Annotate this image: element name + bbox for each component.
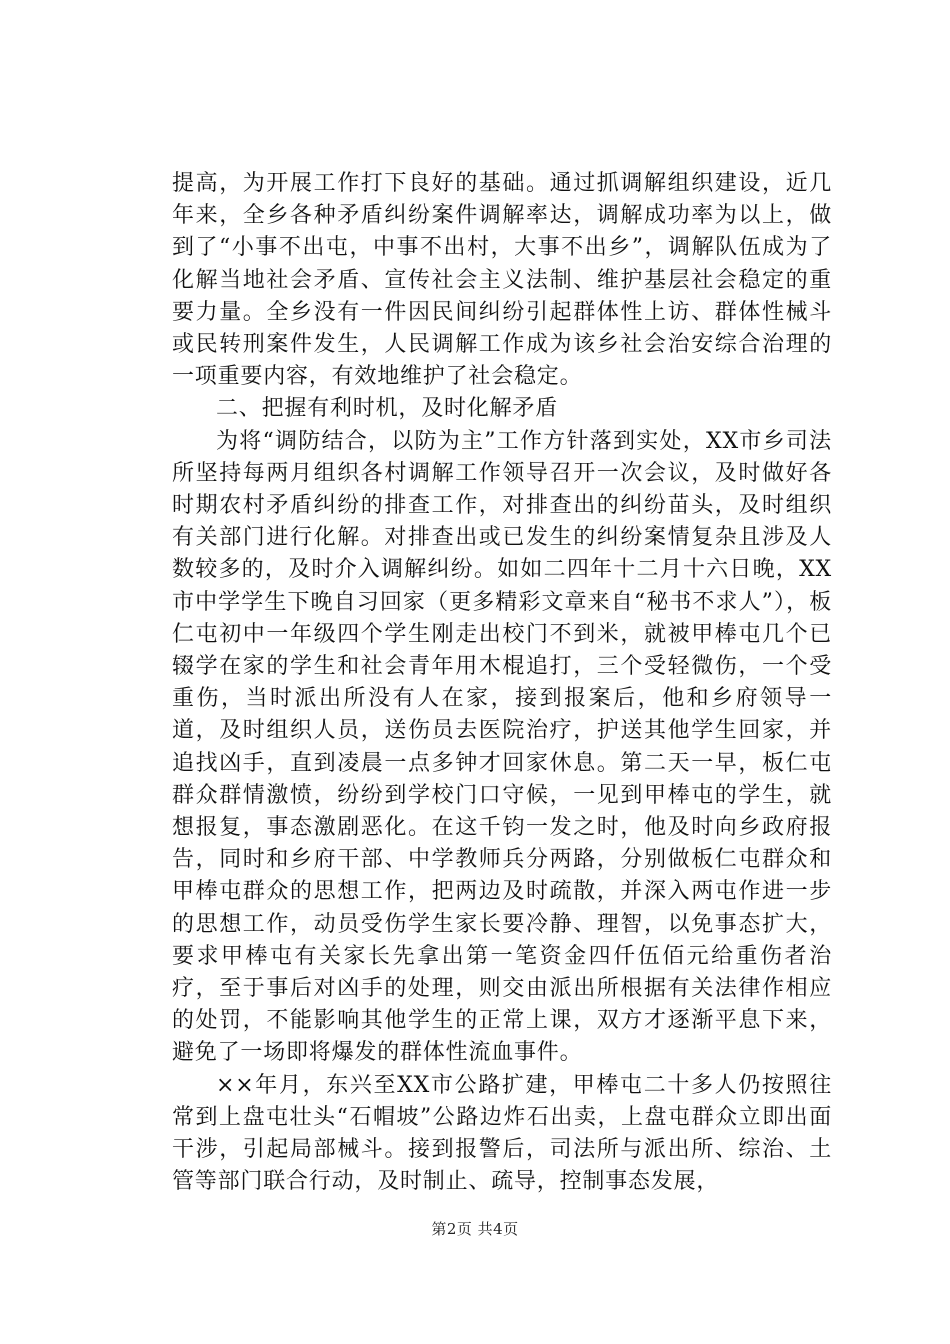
section-heading: 二、把握有利时机，及时化解矛盾: [216, 396, 559, 422]
page-number-footer: 第2页 共4页: [431, 1220, 519, 1238]
paragraph-3: ××年月，东兴至XX市公路扩建，甲棒屯二十多人仍按照往常到上盘屯壮头“石帽坡”公路边炸石出卖，上盘屯群众立即出面干涉，引起局部械斗。接到报警后，司法所与派出所、综治、土管等部门联合行动，及时制止、疏导，控制事态发展，: [172, 1072, 832, 1195]
document-body: [172, 168, 832, 1199]
paragraph-1: 提高，为开展工作打下良好的基础。通过抓调解组织建设，近几年来，全乡各种矛盾纠纷案件调解率达，调解成功率为以上，做到了“小事不出屯，中事不出村，大事不出乡”，调解队伍成为了化解当地社会矛盾、宣传社会主义法制、维护基层社会稳定的重要力量。全乡没有一件因民间纠纷引起群体性上访、群体性械斗或民转刑案件发生，人民调解工作成为该乡社会治安综合治理的一项重要内容，有效地维护了社会稳定。: [172, 171, 832, 390]
paragraph-2: 为将“调防结合，以防为主”工作方针落到实处，XX市乡司法所坚持每两月组织各村调解工作领导召开一次会议，及时做好各时期农村矛盾纠纷的排查工作，对排查出的纠纷苗头，及时组织有关部门进行化解。对排查出或已发生的纠纷案情复杂且涉及人数较多的，及时介入调解纠纷。如如二四年十二月十六日晚，XX市中学学生下晚自习回家（更多精彩文章来自“秘书不求人”），板仁屯初中一年级四个学生刚走出校门不到米，就被甲棒屯几个已辍学在家的学生和社会青年用木棍追打，三个受轻微伤，一个受重伤，当时派出所没有人在家，接到报案后，他和乡府领导一道，及时组织人员，送伤员去医院治疗，护送其他学生回家，并追找凶手，直到凌晨一点多钟才回家休息。第二天一早，板仁屯群众群情激愤，纷纷到学校门口守候，一见到甲棒屯的学生，就想报复，事态激剧恶化。在这千钧一发之时，他及时向乡政府报告，同时和乡府干部、中学教师兵分两路，分别做板仁屯群众和甲棒屯群众的思想工作，把两边及时疏散，并深入两屯作进一步的思想工作，动员受伤学生家长要冷静、理智，以免事态扩大，要求甲棒屯有关家长先拿出第一笔资金四仟伍佰元给重伤者治疗，至于事后对凶手的处理，则交由派出所根据有关法律作相应的处罚，不能影响其他学生的正常上课，双方才逐渐平息下来，避免了一场即将爆发的群体性流血事件。: [172, 428, 832, 1066]
